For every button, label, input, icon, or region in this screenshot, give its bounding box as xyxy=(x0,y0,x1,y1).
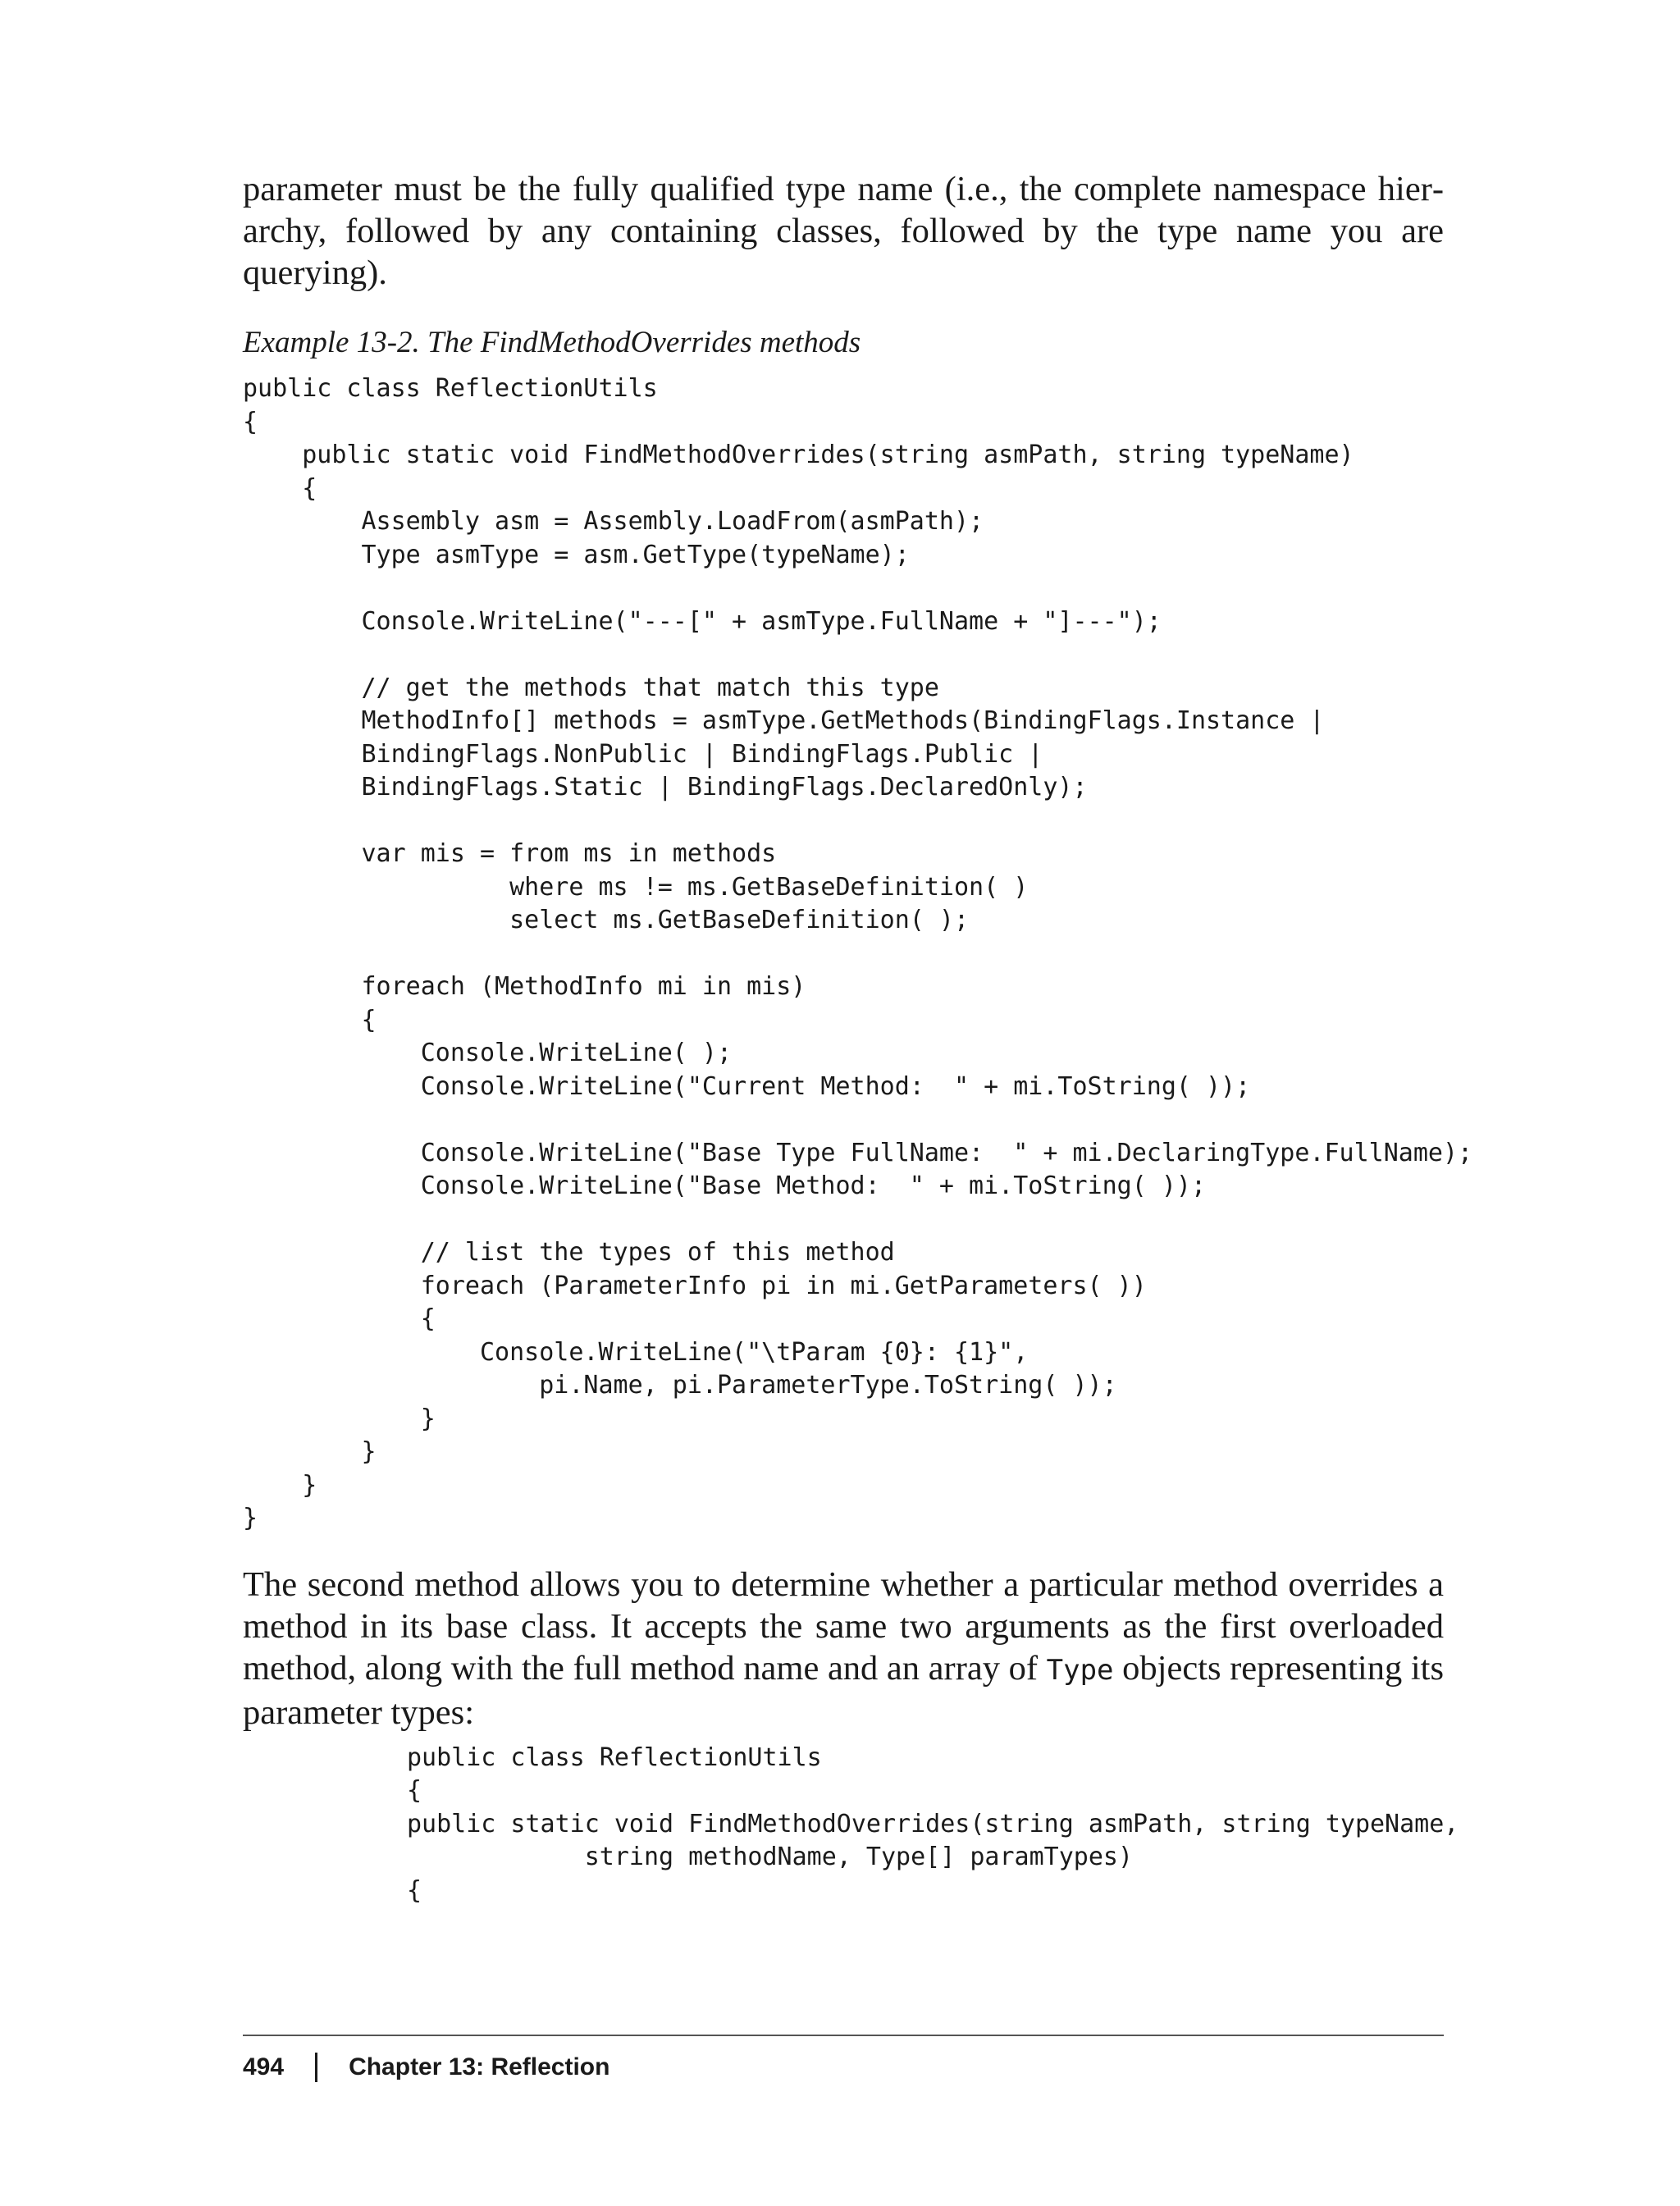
code-line: string methodName, Type[] paramTypes) xyxy=(407,1843,1134,1871)
code-line: pi.Name, pi.ParameterType.ToString( )); xyxy=(243,1371,1117,1400)
second-paragraph-text-end: objects representing its parameter types: xyxy=(243,1648,1444,1732)
example-caption: Example 13-2. The FindMethodOverrides methods xyxy=(243,326,861,359)
code-line xyxy=(243,572,1444,605)
code-line: } xyxy=(243,1470,317,1500)
code-line: } xyxy=(243,1437,377,1466)
code-line: // list the types of this method xyxy=(243,1238,895,1267)
second-paragraph xyxy=(243,1564,1444,1733)
second-paragraph-text-start: The second method allows you to determine whether a particular method overrides a method in its base class. It accepts the same two arguments as the first overloaded method, along with the full method name and an array of xyxy=(243,1564,1444,1688)
code-line xyxy=(243,1203,1444,1237)
code-line: Console.WriteLine("Base Method: " + mi.ToString( )); xyxy=(243,1172,1206,1200)
code-line: where ms != ms.GetBaseDefinition( ) xyxy=(243,872,1029,902)
page-footer xyxy=(243,2035,1444,2082)
intro-paragraph: parameter must be the fully qualified type name (i.e., the complete namespace hierarchy, followed by any containing classes, followed by the type name you are querying). xyxy=(243,170,1444,292)
code-line: { xyxy=(243,1304,436,1333)
page-number: 494 xyxy=(243,2053,285,2080)
code-line: public class ReflectionUtils xyxy=(243,374,658,403)
code-line: foreach (MethodInfo mi in mis) xyxy=(243,972,806,1001)
code-line xyxy=(243,805,1444,838)
page-content xyxy=(243,168,1473,1907)
code-block-find-method-overrides xyxy=(243,372,1473,1536)
code-line: Console.WriteLine( ); xyxy=(243,1039,733,1067)
code-line: } xyxy=(243,1404,436,1433)
footer-rule xyxy=(243,2035,1444,2036)
code-line: Console.WriteLine("Base Type FullName: " + mi.DeclaringType.FullName); xyxy=(243,1138,1473,1167)
code-line: { xyxy=(243,407,258,436)
code-line: // get the methods that match this type xyxy=(243,673,939,702)
code-line: foreach (ParameterInfo pi in mi.GetParameters( )) xyxy=(243,1271,1147,1300)
code-line: public static void FindMethodOverrides(string asmPath, string typeName, xyxy=(407,1809,1459,1838)
code-block-method-signature xyxy=(407,1742,1459,1908)
code-line: MethodInfo[] methods = asmType.GetMethods(BindingFlags.Instance | xyxy=(243,706,1325,735)
code-line: select ms.GetBaseDefinition( ); xyxy=(243,906,970,934)
code-line: { xyxy=(243,1005,377,1034)
inline-code-type: Type xyxy=(1046,1653,1114,1687)
chapter-title: Chapter 13: Reflection xyxy=(349,2053,610,2080)
code-line: Assembly asm = Assembly.LoadFrom(asmPath); xyxy=(243,507,984,536)
code-line xyxy=(243,638,1444,672)
footer-text xyxy=(243,2053,1444,2082)
code-line: Console.WriteLine("Current Method: " + mi.ToString( )); xyxy=(243,1071,1251,1101)
code-line: Console.WriteLine("\tParam {0}: {1}", xyxy=(243,1337,1029,1367)
code-line: var mis = from ms in methods xyxy=(243,839,777,868)
code-line: { xyxy=(407,1776,422,1805)
code-line xyxy=(243,938,1444,971)
code-line: BindingFlags.Static | BindingFlags.DeclaredOnly); xyxy=(243,773,1088,802)
code-line: public static void FindMethodOverrides(string asmPath, string typeName) xyxy=(243,441,1354,469)
code-line: BindingFlags.NonPublic | BindingFlags.Public | xyxy=(243,739,1043,769)
code-line xyxy=(243,1103,1444,1137)
code-line: Console.WriteLine("---[" + asmType.FullName + "]---"); xyxy=(243,606,1162,636)
code-line: public class ReflectionUtils xyxy=(407,1742,822,1772)
footer-separator xyxy=(315,2053,317,2082)
code-line: Type asmType = asm.GetType(typeName); xyxy=(243,540,910,569)
code-line: } xyxy=(243,1504,258,1532)
code-line: { xyxy=(243,473,317,503)
code-line: { xyxy=(407,1875,422,1905)
